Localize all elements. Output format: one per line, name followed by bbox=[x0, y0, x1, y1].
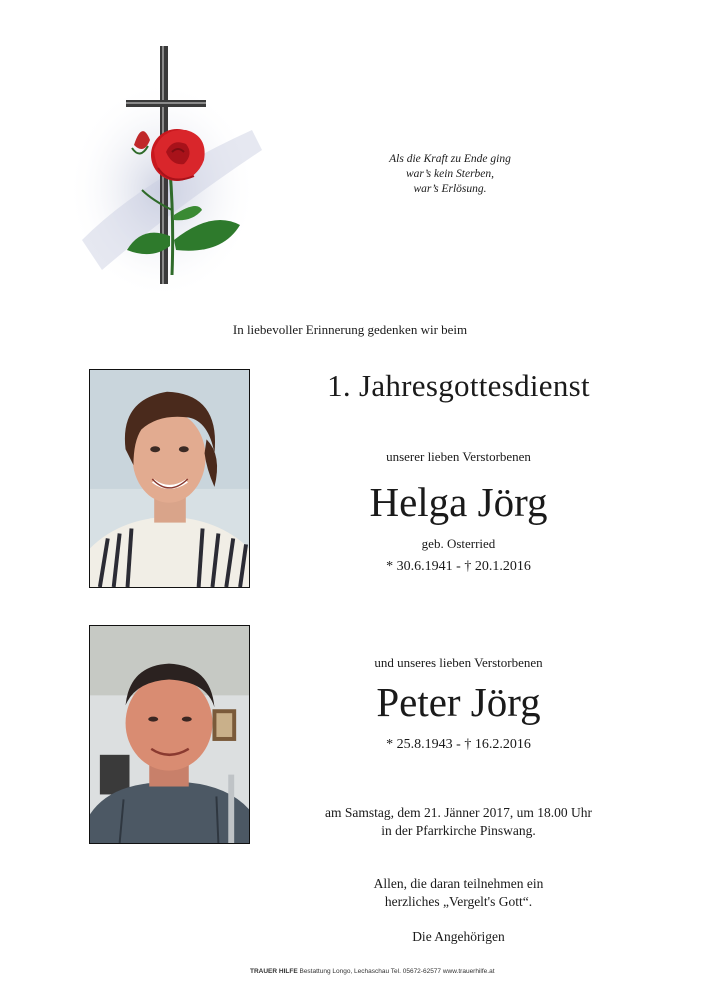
service-date-time: am Samstag, dem 21. Jänner 2017, um 18.00 Uhr bbox=[325, 805, 592, 820]
deceased-2-name: Peter Jörg bbox=[376, 679, 541, 725]
quote-line-1: Als die Kraft zu Ende ging bbox=[389, 153, 511, 165]
thanks-line-2: herzliches „Vergelt's Gott“. bbox=[384, 894, 533, 909]
cross-with-rose-icon bbox=[62, 40, 282, 330]
deceased-1-dates: * 30.6.1941 - † 20.1.2016 bbox=[386, 559, 531, 574]
deceased-1-name: Helga Jörg bbox=[369, 479, 548, 525]
deceased-2-intro: und unseres lieben Verstorbenen bbox=[374, 655, 543, 670]
quote-line-3: war’s Erlösung. bbox=[413, 183, 487, 195]
memorial-quote bbox=[300, 152, 600, 197]
service-location: in der Pfarrkirche Pinswang. bbox=[381, 823, 536, 838]
service-title: 1. Jahresgottesdienst bbox=[327, 368, 590, 403]
footer-text: Bestattung Longo, Lechaschau Tel. 05672-62577 www.trauerhilfe.at bbox=[299, 968, 495, 975]
service-details bbox=[200, 804, 707, 840]
thanks-line-1: Allen, die daran teilnehmen ein bbox=[373, 876, 544, 891]
family-signature: Die Angehörigen bbox=[412, 929, 505, 944]
deceased-1-intro: unserer lieben Verstorbenen bbox=[386, 449, 531, 464]
footer bbox=[250, 968, 670, 975]
deceased-2-dates: * 25.8.1943 - † 16.2.2016 bbox=[386, 737, 531, 752]
footer-brand: TRAUER HILFE bbox=[250, 968, 298, 975]
thanks-text bbox=[200, 875, 707, 911]
intro-text: In liebevoller Erinnerung gedenken wir beim bbox=[232, 322, 468, 337]
quote-line-2: war’s kein Sterben, bbox=[405, 168, 495, 180]
deceased-1-born-name: geb. Osterried bbox=[421, 536, 496, 551]
